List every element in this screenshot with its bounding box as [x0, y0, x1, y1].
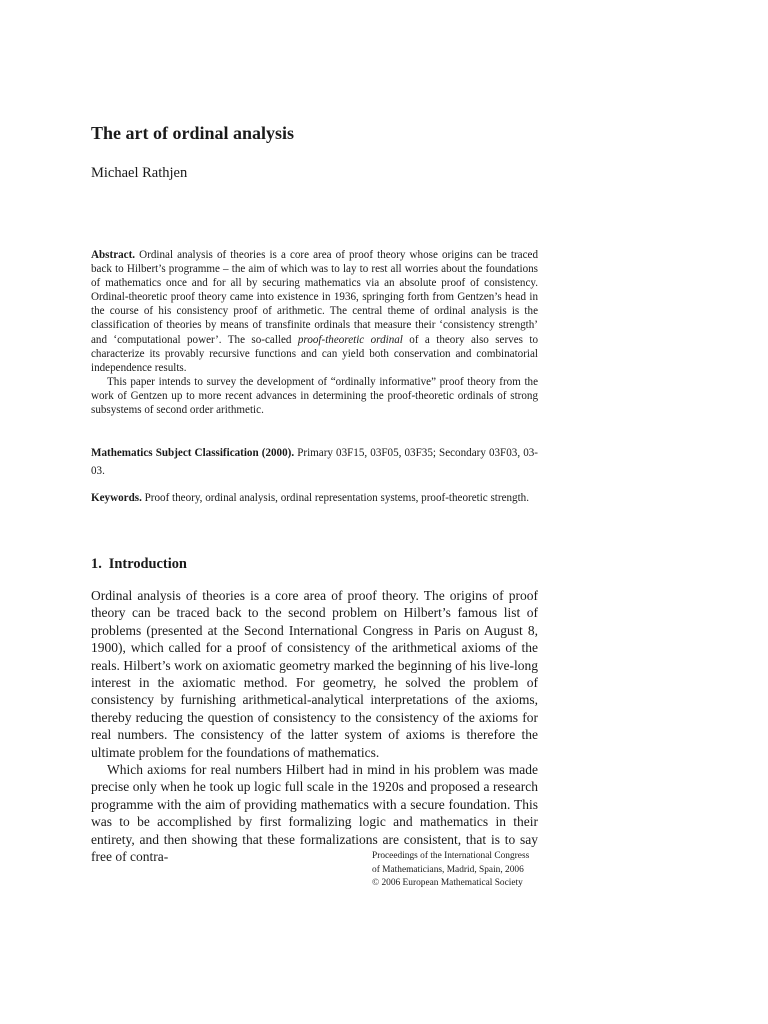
paper-title: The art of ordinal analysis: [91, 123, 295, 143]
section-title: Introduction: [108, 556, 187, 572]
paper-page: [91, 0, 538, 1024]
footer-line-2: of Mathematicians, Madrid, Spain, 2006: [372, 864, 524, 875]
abstract-emphasis: proof-theoretic ordinal: [297, 333, 403, 346]
introduction-paragraph-1: Ordinal analysis of theories is a core area of proof theory. The origins of proof theory can be traced back to the second problem on Hilbert’s famous list of problems (presented at the Second International Congress in Paris on August 8, 1900), which called for a proof of consistency of the arithmetical axioms of the reals. Hilbert’s work on axiomatic geometry marked the beginning of his live-long interest in the axiomatic method. For geometry, he solved the problem of consistency by furnishing arithmetical-analytical interpretations of the axioms, thereby reducing the question of consistency to the consistency of the axioms for real numbers. The consistency of the latter system of axioms is therefore the ultimate problem for the foundations of mathematics.: [91, 588, 538, 760]
abstract-label: Abstract.: [91, 249, 136, 261]
abstract-text-part-2: of a theory also serves to characterize its provably recursive functions and can yield both conservation and combinatorial independence results.: [91, 333, 538, 374]
introduction-body: [91, 587, 538, 866]
abstract-text-part-1: Ordinal analysis of theories is a core area of proof theory whose origins can be traced back to Hilbert’s programme – the aim of which was to lay to rest all worries about the foundations of mathematics once and for all by securing mathematics via an absolute proof of consistency. Ordinal-theoretic proof theory came into existence in 1936, springing forth from Gentzen’s head in the course of his consistency proof of arithmetic. The central theme of ordinal analysis is the classification of theories by means of transfinite ordinals that measure their ‘consistency strength’ and ‘computational power’. The so-called: [91, 249, 538, 346]
abstract: [91, 248, 538, 417]
keywords-label: Keywords.: [91, 492, 142, 504]
proceedings-footer: [372, 850, 542, 891]
subject-classification-text: Primary 03F15, 03F05, 03F35; Secondary 03F03, 03-03.: [91, 447, 538, 477]
section-number: 1.: [91, 556, 102, 572]
section-heading: [91, 555, 187, 573]
keywords-text: Proof theory, ordinal analysis, ordinal representation systems, proof-theoretic strength.: [141, 492, 529, 504]
subject-classification-label: Mathematics Subject Classification (2000).: [91, 447, 295, 459]
author-name: Michael Rathjen: [91, 165, 188, 181]
footer-line-1: Proceedings of the International Congress: [372, 851, 530, 861]
subject-classification: [91, 444, 538, 480]
abstract-paragraph-2: This paper intends to survey the development of “ordinally informative” proof theory from the work of Gentzen up to more recent advances in determining the proof-theoretic ordinals of strong subsystems of second order arithmetic.: [91, 375, 538, 417]
abstract-paragraph-1: [91, 248, 538, 375]
footer-line-3: © 2006 European Mathematical Society: [372, 878, 523, 888]
introduction-paragraph-2: Which axioms for real numbers Hilbert had in mind in his problem was made precise only when he took up logic full scale in the 1920s and proposed a research programme with the aim of providing mathematics with a secure foundation. This was to be accomplished by first formalizing logic and mathematics in their entirety, and then showing that these formalizations are consistent, that is to say free of contra-: [91, 762, 538, 865]
keywords: [91, 489, 538, 507]
